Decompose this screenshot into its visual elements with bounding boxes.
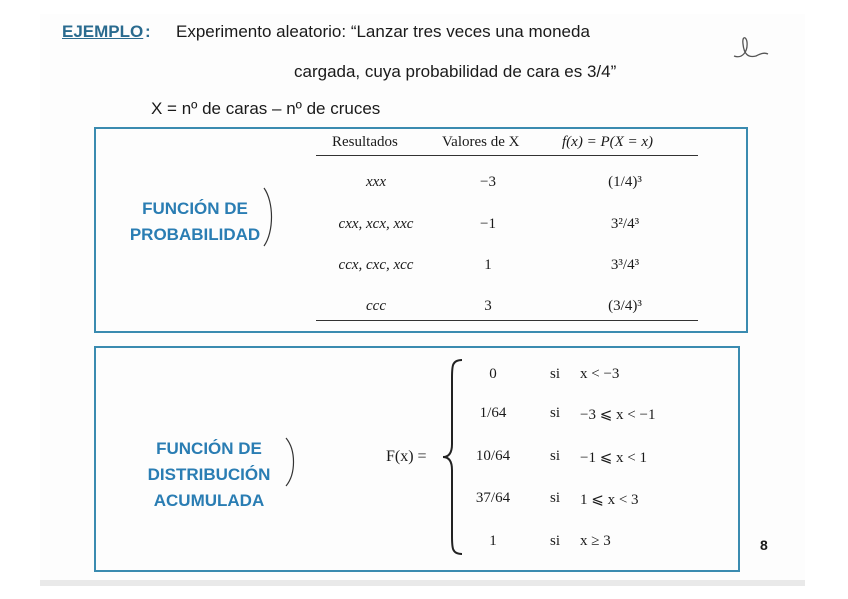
piece-value: 0 [489, 366, 497, 382]
piece-condition: −3 ⩽ x < −1 [580, 407, 656, 423]
piece-condition: x ≥ 3 [580, 533, 611, 549]
row-value: −1 [480, 216, 496, 232]
experiment-line-2: cargada, cuya probabilidad de cara es 3/4” [294, 62, 617, 81]
piece-value: 1/64 [479, 405, 507, 421]
table-top-rule [316, 155, 698, 156]
experiment-line-1: Experimento aleatorio: “Lanzar tres veces una moneda [176, 22, 590, 41]
piece-si: si [550, 405, 561, 421]
probability-function-label [120, 196, 270, 248]
variable-definition: X = nº de caras – nº de cruces [151, 99, 381, 118]
piece-condition: 1 ⩽ x < 3 [580, 492, 639, 508]
col-header-fx: f(x) = P(X = x) [562, 134, 654, 150]
piece-si: si [550, 366, 561, 382]
table-bottom-rule [316, 320, 698, 321]
row-result: cxx, xcx, xxc [338, 216, 414, 232]
distribution-function-label [134, 436, 284, 514]
piece-condition: x < −3 [580, 366, 620, 382]
col-header-resultados: Resultados [332, 134, 398, 150]
col-header-valores: Valores de X [442, 134, 520, 150]
row-result: ccc [366, 298, 386, 314]
row-value: 1 [484, 257, 492, 273]
probability-label-line-2: PROBABILIDAD [129, 225, 261, 244]
distribution-label-line-3: ACUMULADA [153, 491, 265, 510]
piece-si: si [550, 448, 561, 464]
example-colon: : [145, 22, 151, 41]
piece-condition: −1 ⩽ x < 1 [580, 450, 647, 466]
example-label: EJEMPLO [62, 22, 144, 41]
row-prob: 3³/4³ [610, 257, 640, 273]
distribution-label-line-1: FUNCIÓN DE [156, 439, 262, 458]
signature-mark [732, 32, 770, 62]
row-prob: (1/4)³ [608, 174, 642, 190]
distribution-label-line-2: DISTRIBUCIÓN [147, 465, 271, 484]
row-value: 3 [484, 298, 492, 314]
row-prob: (3/4)³ [608, 298, 642, 314]
row-result: xxx [366, 174, 386, 190]
row-value: −3 [480, 174, 496, 190]
piece-value: 1 [489, 533, 497, 549]
cdf-lhs: F(x) = [386, 448, 427, 465]
piece-value: 10/64 [475, 448, 511, 464]
distribution-label-bracket [284, 436, 298, 488]
page-number: 8 [760, 537, 768, 553]
piece-si: si [550, 533, 561, 549]
piece-value: 37/64 [475, 490, 511, 506]
row-prob: 3²/4³ [610, 216, 640, 232]
slide-bottom-edge [40, 580, 805, 586]
probability-label-line-1: FUNCIÓN DE [142, 199, 248, 218]
piece-si: si [550, 490, 561, 506]
row-result: ccx, cxc, xcc [338, 257, 414, 273]
probability-label-bracket [262, 186, 276, 248]
